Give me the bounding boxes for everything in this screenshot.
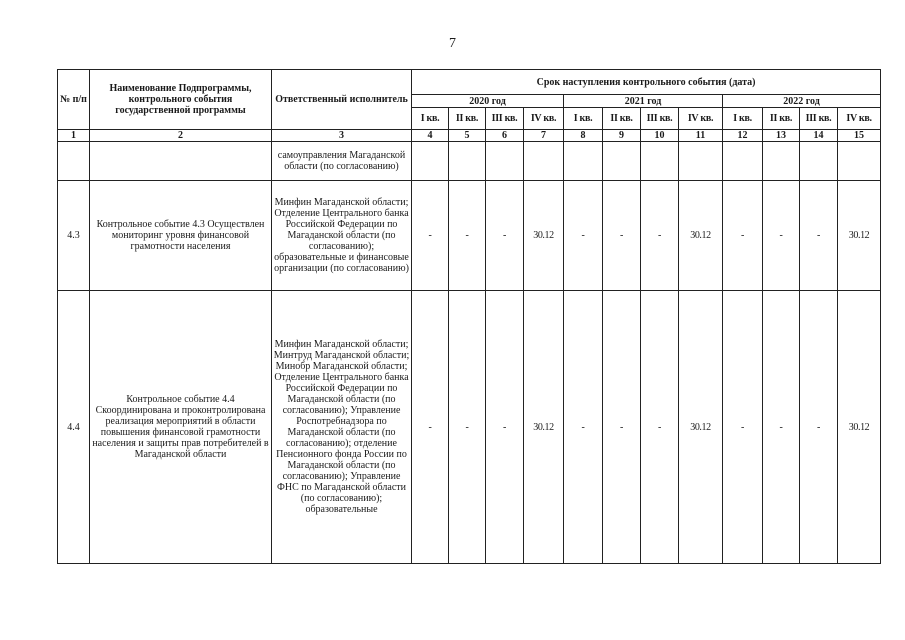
header-quarter: III кв.	[800, 108, 838, 130]
column-number: 15	[838, 130, 881, 142]
header-col-deadline: Срок наступления контрольного события (дата)	[412, 70, 881, 95]
deadline-cell: -	[723, 291, 763, 564]
deadline-cell: -	[800, 181, 838, 291]
header-quarter: I кв.	[723, 108, 763, 130]
column-number: 2	[90, 130, 272, 142]
header-quarter: IV кв.	[524, 108, 564, 130]
column-number: 10	[641, 130, 679, 142]
deadline-cell: 30.12	[524, 181, 564, 291]
deadline-cell	[641, 142, 679, 181]
column-number: 9	[603, 130, 641, 142]
event-name	[90, 142, 272, 181]
event-name: Контрольное событие 4.4 Скоординирована и проконтролирована реализация мероприятий в области повышения финансовой грамотности населения и защиты прав потребителей в Магаданской области	[90, 291, 272, 564]
header-quarter: II кв.	[449, 108, 486, 130]
deadline-cell: -	[641, 291, 679, 564]
header-year-2020: 2020 год	[412, 95, 564, 108]
header-quarter: I кв.	[412, 108, 449, 130]
deadline-cell	[524, 142, 564, 181]
row-number	[58, 142, 90, 181]
header-year-2022: 2022 год	[723, 95, 881, 108]
deadline-cell	[763, 142, 800, 181]
column-number: 14	[800, 130, 838, 142]
column-number: 7	[524, 130, 564, 142]
header-year-2021: 2021 год	[564, 95, 723, 108]
column-number: 3	[272, 130, 412, 142]
deadline-cell: 30.12	[679, 181, 723, 291]
deadline-cell	[564, 142, 603, 181]
deadline-cell	[723, 142, 763, 181]
deadline-cell: -	[449, 181, 486, 291]
control-events-table	[57, 69, 881, 564]
deadline-cell	[800, 142, 838, 181]
column-number: 13	[763, 130, 800, 142]
row-number: 4.3	[58, 181, 90, 291]
deadline-cell: -	[564, 181, 603, 291]
deadline-cell: 30.12	[838, 181, 881, 291]
header-quarter: III кв.	[486, 108, 524, 130]
deadline-cell	[838, 142, 881, 181]
deadline-cell: 30.12	[524, 291, 564, 564]
header-quarter: II кв.	[603, 108, 641, 130]
column-number: 4	[412, 130, 449, 142]
responsible-executor: самоуправления Магаданской области (по согласованию)	[272, 142, 412, 181]
event-name: Контрольное событие 4.3 Осуществлен мониторинг уровня финансовой грамотности населения	[90, 181, 272, 291]
deadline-cell: -	[486, 181, 524, 291]
table-row	[58, 181, 881, 291]
responsible-executor: Минфин Магаданской области; Минтруд Магаданской области; Минобр Магаданской области; Отделение Центрального банка Российской Федерации по Магаданской области (по согласованию); Управление Роспотребнадзора по Магаданской области (по согласованию); отделение Пенсионного фонда России по Магаданской области (по согласованию); Управление ФНС по Магаданской области (по согласованию); образовательные	[272, 291, 412, 564]
column-number: 5	[449, 130, 486, 142]
header-quarter: I кв.	[564, 108, 603, 130]
deadline-cell: -	[603, 181, 641, 291]
column-number: 8	[564, 130, 603, 142]
deadline-cell: -	[603, 291, 641, 564]
deadline-cell: -	[763, 291, 800, 564]
deadline-cell	[679, 142, 723, 181]
deadline-cell: 30.12	[679, 291, 723, 564]
deadline-cell: -	[800, 291, 838, 564]
deadline-cell: -	[486, 291, 524, 564]
deadline-cell: -	[763, 181, 800, 291]
header-quarter: IV кв.	[838, 108, 881, 130]
deadline-cell	[449, 142, 486, 181]
header-quarter: IV кв.	[679, 108, 723, 130]
table-row	[58, 142, 881, 181]
column-number: 6	[486, 130, 524, 142]
deadline-cell: -	[564, 291, 603, 564]
page-number: 7	[449, 36, 456, 51]
deadline-cell: -	[412, 291, 449, 564]
responsible-executor: Минфин Магаданской области; Отделение Центрального банка Российской Федерации по Магаданской области (по согласованию); образовательные и финансовые организации (по согласованию)	[272, 181, 412, 291]
deadline-cell	[603, 142, 641, 181]
header-col-name: Наименование Подпрограммы, контрольного события государственной программы	[90, 70, 272, 130]
column-number: 12	[723, 130, 763, 142]
deadline-cell: -	[449, 291, 486, 564]
header-quarter: III кв.	[641, 108, 679, 130]
deadline-cell: -	[412, 181, 449, 291]
deadline-cell	[412, 142, 449, 181]
header-col-number: № п/п	[58, 70, 90, 130]
header-col-responsible: Ответственный исполнитель	[272, 70, 412, 130]
deadline-cell	[486, 142, 524, 181]
column-number: 11	[679, 130, 723, 142]
header-quarter: II кв.	[763, 108, 800, 130]
row-number: 4.4	[58, 291, 90, 564]
deadline-cell: -	[641, 181, 679, 291]
column-number: 1	[58, 130, 90, 142]
table-row	[58, 291, 881, 564]
deadline-cell: 30.12	[838, 291, 881, 564]
deadline-cell: -	[723, 181, 763, 291]
